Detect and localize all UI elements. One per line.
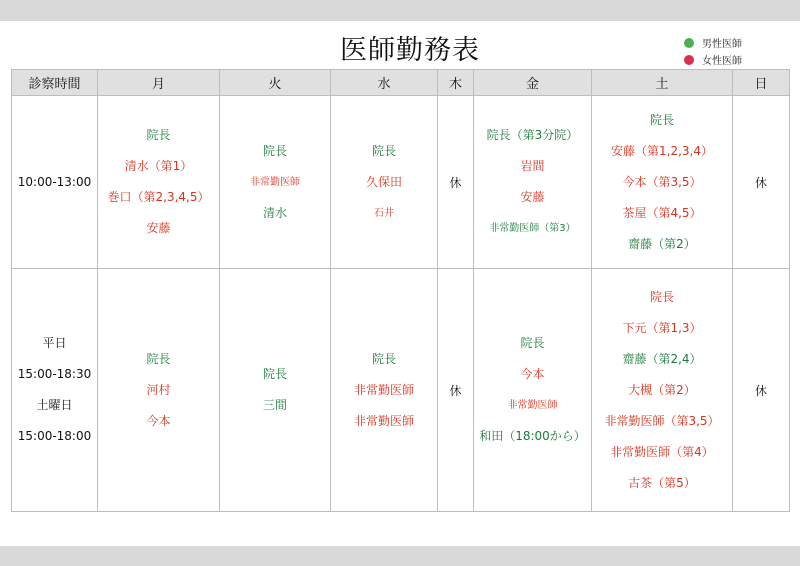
doctor-entry: 安藤（第1,2,3,4） xyxy=(611,143,713,158)
afternoon-time-cell xyxy=(12,269,98,512)
doctor-entry: 清水（第1） xyxy=(124,159,193,173)
legend xyxy=(684,34,742,68)
doctor-entry: 院長 xyxy=(146,128,171,142)
doctor-entry: 院長 xyxy=(649,112,674,127)
afternoon-wed-cell xyxy=(331,269,438,512)
header-wed: 水 xyxy=(331,70,438,96)
doctor-entry: 下元（第1,3） xyxy=(622,320,702,335)
header-time: 診察時間 xyxy=(12,70,98,96)
doctor-entry: 安藤 xyxy=(520,190,545,204)
doctor-entry: 和田（18:00から） xyxy=(479,429,586,443)
morning-time: 10:00-13:00 xyxy=(17,174,92,189)
closed-label: 休 xyxy=(754,383,767,398)
header-sat: 土 xyxy=(592,70,733,96)
morning-sun-cell xyxy=(733,96,790,269)
doctor-entry: 非常勤医師（第3） xyxy=(489,223,576,234)
doctor-entry: 非常勤医師 xyxy=(353,382,414,397)
closed-label: 休 xyxy=(754,175,767,190)
doctor-entry: 院長 xyxy=(262,367,287,381)
legend-item-male xyxy=(684,34,742,51)
doctor-entry: 今本 xyxy=(520,367,545,381)
doctor-entry: 安藤 xyxy=(146,221,171,235)
afternoon-fri-cell xyxy=(474,269,592,512)
doctor-entry: 院長 xyxy=(520,336,545,350)
afternoon-sat-cell xyxy=(592,269,733,512)
header-sun: 日 xyxy=(733,70,790,96)
afternoon-tue-cell xyxy=(220,269,331,512)
doctor-entry: 河村 xyxy=(146,382,171,397)
closed-label: 休 xyxy=(449,383,462,398)
doctor-entry: 久保田 xyxy=(365,174,402,189)
morning-wed-cell xyxy=(331,96,438,269)
schedule-table xyxy=(11,69,790,512)
page-title: 医師勤務表 xyxy=(340,35,480,66)
afternoon-mon-cell xyxy=(98,269,220,512)
doctor-entry: 茶屋（第4,5） xyxy=(622,205,702,220)
doctor-entry: 非常勤医師（第4） xyxy=(610,444,714,459)
doctor-entry: 今本 xyxy=(146,413,171,428)
doctor-entry: 今本（第3,5） xyxy=(622,174,702,189)
afternoon-time-range: 15:00-18:30 xyxy=(17,367,92,381)
doctor-entry: 巻口（第2,3,4,5） xyxy=(107,190,210,204)
legend-label-female: 女性医師 xyxy=(702,56,742,67)
header-fri: 金 xyxy=(474,70,592,96)
header-row xyxy=(12,70,790,96)
top-band xyxy=(0,0,800,21)
doctor-entry: 非常勤医師 xyxy=(250,176,300,188)
doctor-entry: 非常勤医師 xyxy=(353,413,414,428)
morning-thu-cell xyxy=(438,96,474,269)
legend-label-male: 男性医師 xyxy=(702,39,742,50)
doctor-entry: 大槻（第2） xyxy=(628,382,696,397)
closed-label: 休 xyxy=(449,175,462,190)
doctor-entry: 院長（第3分院） xyxy=(486,128,579,142)
afternoon-time-range: 15:00-18:00 xyxy=(17,429,92,443)
doctor-entry: 院長 xyxy=(146,351,171,366)
header-tue: 火 xyxy=(220,70,331,96)
doctor-entry: 非常勤医師 xyxy=(507,400,558,411)
morning-fri-cell xyxy=(474,96,592,269)
morning-mon-cell xyxy=(98,96,220,269)
morning-tue-cell xyxy=(220,96,331,269)
doctor-entry: 院長 xyxy=(262,143,287,158)
afternoon-time-label: 平日 xyxy=(42,336,67,350)
doctor-entry: 古茶（第5） xyxy=(628,475,696,490)
doctor-entry: 齋藤（第2） xyxy=(628,236,696,251)
doctor-entry: 齋藤（第2,4） xyxy=(622,351,702,366)
doctor-entry: 清水 xyxy=(262,205,287,220)
afternoon-thu-cell xyxy=(438,269,474,512)
doctor-entry: 石井 xyxy=(374,207,394,219)
afternoon-row xyxy=(12,269,790,512)
morning-sat-cell xyxy=(592,96,733,269)
doctor-entry: 院長 xyxy=(371,351,396,366)
doctor-entry: 院長 xyxy=(371,143,396,158)
doctor-entry: 三間 xyxy=(262,398,287,412)
doctor-entry: 院長 xyxy=(649,289,674,304)
morning-row xyxy=(12,96,790,269)
morning-time-cell xyxy=(12,96,98,269)
doctor-entry: 非常勤医師（第3,5） xyxy=(604,413,720,428)
afternoon-time-label: 土曜日 xyxy=(36,398,73,412)
header-mon: 月 xyxy=(98,70,220,96)
female-dot-icon xyxy=(684,55,694,65)
bottom-band xyxy=(0,546,800,566)
legend-item-female xyxy=(684,51,742,68)
male-dot-icon xyxy=(684,38,694,48)
header-thu: 木 xyxy=(438,70,474,96)
afternoon-sun-cell xyxy=(733,269,790,512)
doctor-entry: 岩間 xyxy=(520,159,545,173)
